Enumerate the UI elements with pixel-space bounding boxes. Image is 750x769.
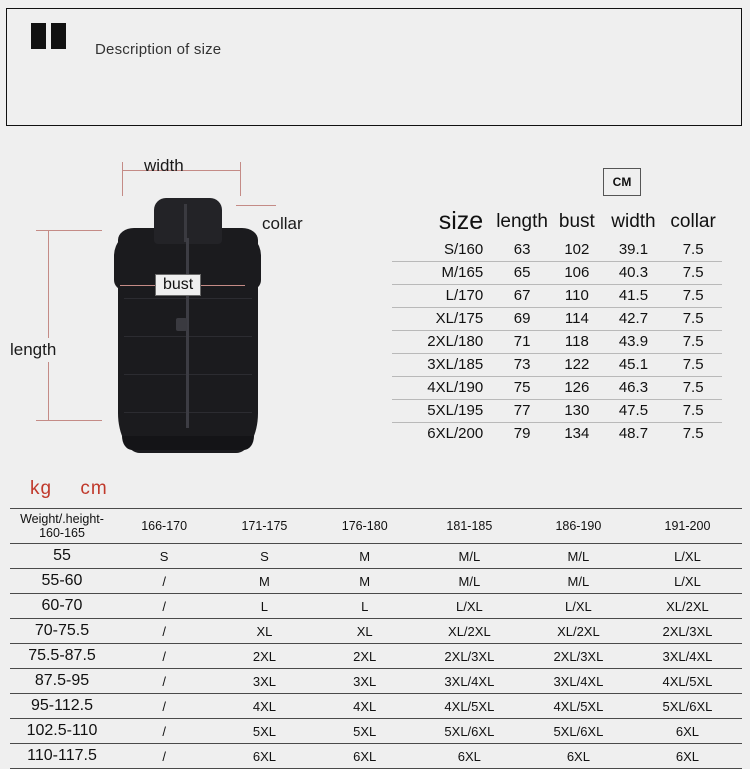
table-row <box>392 331 722 354</box>
cell-bust: 118 <box>564 333 589 350</box>
cell-length: 65 <box>513 264 531 281</box>
cell-bust: 102 <box>564 241 590 258</box>
cell-weight: 60-70 <box>10 594 114 619</box>
cell-size: / <box>114 644 214 669</box>
cell-size: 2XL/3XL <box>415 644 524 669</box>
cell-length: 79 <box>513 425 531 442</box>
unit-badge-cm: CM <box>603 168 641 196</box>
cell-weight: 102.5-110 <box>10 719 114 744</box>
header-166-170: 166-170 <box>114 509 214 544</box>
cell-length: 77 <box>513 402 531 419</box>
cell-size: / <box>114 569 214 594</box>
cell-size: 4XL <box>315 694 415 719</box>
width-tick-left <box>122 162 123 196</box>
cell-size: 2XL/3XL <box>633 619 742 644</box>
cell-collar: 7.5 <box>682 425 704 442</box>
cell-bust: 126 <box>564 379 590 396</box>
length-tick-top <box>36 230 102 231</box>
cell-bust: 130 <box>564 402 590 419</box>
cell-size: 4XL <box>214 694 314 719</box>
header-191-200: 191-200 <box>633 509 742 544</box>
table-row <box>392 239 722 262</box>
collar-label: collar <box>262 214 303 233</box>
cell-size: L <box>214 594 314 619</box>
cell-collar: 7.5 <box>682 333 704 350</box>
cell-size: L/170 <box>445 287 484 304</box>
cell-size: XL/2XL <box>633 594 742 619</box>
cell-length: 75 <box>513 379 531 396</box>
width-tick-right <box>240 162 241 196</box>
cell-size: 6XL <box>633 719 742 744</box>
weight-height-table <box>10 508 742 769</box>
description-header-box <box>6 8 742 126</box>
cell-size: L/XL <box>633 569 742 594</box>
header-collar: collar <box>670 210 716 232</box>
bust-label: bust <box>155 274 201 296</box>
cell-size: L/XL <box>415 594 524 619</box>
cell-collar: 7.5 <box>682 241 704 258</box>
table-row <box>10 544 742 569</box>
cell-weight: 110-117.5 <box>10 744 114 769</box>
cell-size: 4XL/190 <box>427 379 484 396</box>
cell-size: / <box>114 619 214 644</box>
length-label: length <box>6 338 60 362</box>
cell-size: 6XL <box>415 744 524 769</box>
cell-size: 2XL/180 <box>427 333 484 350</box>
cell-size: 3XL/4XL <box>415 669 524 694</box>
table-row <box>392 262 722 285</box>
cell-size: 2XL <box>214 644 314 669</box>
cell-collar: 7.5 <box>682 402 704 419</box>
table-row <box>10 744 742 769</box>
cell-size: 5XL <box>214 719 314 744</box>
cell-size: M/L <box>524 544 633 569</box>
cell-bust: 134 <box>564 425 590 442</box>
table-row <box>10 719 742 744</box>
table-row <box>10 619 742 644</box>
collar-pointer-line <box>236 205 276 206</box>
cell-length: 71 <box>513 333 531 350</box>
unit-kg: kg <box>30 478 53 499</box>
cell-size: 5XL <box>315 719 415 744</box>
cell-size: 5XL/195 <box>427 402 484 419</box>
cell-bust: 110 <box>564 287 589 304</box>
header-length: length <box>496 210 548 232</box>
cell-size: M <box>214 569 314 594</box>
table-row <box>392 354 722 377</box>
cell-size: 6XL/200 <box>427 425 484 442</box>
cell-width: 43.9 <box>618 333 649 350</box>
cell-size: 3XL/185 <box>427 356 484 373</box>
cell-size: XL/175 <box>435 310 484 327</box>
header-186-190: 186-190 <box>524 509 633 544</box>
cell-length: 73 <box>513 356 531 373</box>
table-row <box>10 594 742 619</box>
cell-size: 5XL/6XL <box>415 719 524 744</box>
cell-size: L/XL <box>633 544 742 569</box>
cell-width: 48.7 <box>618 425 649 442</box>
table-row <box>392 400 722 423</box>
page-title: Description of size <box>95 41 222 58</box>
cell-size: 3XL <box>315 669 415 694</box>
cell-bust: 106 <box>564 264 590 281</box>
size-chart-table <box>392 205 722 445</box>
header-181-185: 181-185 <box>415 509 524 544</box>
cell-size: S <box>214 544 314 569</box>
cell-size: 2XL <box>315 644 415 669</box>
cell-size: 3XL <box>214 669 314 694</box>
table-row <box>10 569 742 594</box>
cell-bust: 122 <box>564 356 590 373</box>
vest-power-button <box>176 318 187 331</box>
cell-size: 5XL/6XL <box>633 694 742 719</box>
cell-size: 6XL <box>633 744 742 769</box>
cell-width: 39.1 <box>618 241 649 258</box>
cell-size: 4XL/5XL <box>524 694 633 719</box>
cell-size: M/165 <box>441 264 484 281</box>
cell-size: 6XL <box>315 744 415 769</box>
cell-size: / <box>114 719 214 744</box>
length-tick-bottom <box>36 420 102 421</box>
cell-collar: 7.5 <box>682 310 704 327</box>
cell-weight: 55 <box>10 544 114 569</box>
vest-hem <box>122 436 254 450</box>
cell-weight: 70-75.5 <box>10 619 114 644</box>
cell-length: 63 <box>513 241 531 258</box>
unit-cm: cm <box>80 478 108 499</box>
cell-width: 40.3 <box>618 264 649 281</box>
cell-width: 42.7 <box>618 310 649 327</box>
cell-width: 47.5 <box>618 402 649 419</box>
table-row <box>392 423 722 446</box>
cell-length: 67 <box>513 287 531 304</box>
vest-illustration <box>110 190 265 455</box>
cell-size: M/L <box>524 569 633 594</box>
cell-size: 3XL/4XL <box>524 669 633 694</box>
header-weight-height: Weight/.height-160-165 <box>10 509 114 544</box>
cell-collar: 7.5 <box>682 379 704 396</box>
header-176-180: 176-180 <box>315 509 415 544</box>
cell-width: 46.3 <box>618 379 649 396</box>
width-label: width <box>144 156 184 175</box>
cell-width: 41.5 <box>618 287 649 304</box>
cell-weight: 87.5-95 <box>10 669 114 694</box>
cell-size: M/L <box>415 569 524 594</box>
cell-size: 6XL <box>214 744 314 769</box>
cell-size: 2XL/3XL <box>524 644 633 669</box>
table-header-row <box>10 509 742 544</box>
vest-zipper <box>186 238 189 428</box>
cell-size: 4XL/5XL <box>415 694 524 719</box>
cell-size: XL/2XL <box>415 619 524 644</box>
header-size: size <box>438 207 484 235</box>
cell-width: 45.1 <box>618 356 649 373</box>
cell-size: M <box>315 569 415 594</box>
cell-size: XL <box>315 619 415 644</box>
header-width: width <box>611 210 656 232</box>
cell-collar: 7.5 <box>682 287 704 304</box>
cell-weight: 75.5-87.5 <box>10 644 114 669</box>
table-row <box>392 377 722 400</box>
cell-size: L <box>315 594 415 619</box>
unit-legend <box>30 478 130 500</box>
cell-size: XL <box>214 619 314 644</box>
cell-size: S <box>114 544 214 569</box>
cell-size: 6XL <box>524 744 633 769</box>
cell-collar: 7.5 <box>682 264 704 281</box>
cell-length: 69 <box>513 310 531 327</box>
cell-size: 5XL/6XL <box>524 719 633 744</box>
cell-size: M/L <box>415 544 524 569</box>
cell-size: L/XL <box>524 594 633 619</box>
cell-weight: 95-112.5 <box>10 694 114 719</box>
length-measure-line <box>48 230 49 420</box>
header-171-175: 171-175 <box>214 509 314 544</box>
table-row <box>392 308 722 331</box>
cell-size: M <box>315 544 415 569</box>
cell-size: 4XL/5XL <box>633 669 742 694</box>
cell-size: / <box>114 669 214 694</box>
table-header-row <box>392 205 722 239</box>
quote-icon <box>31 23 69 49</box>
cell-bust: 114 <box>564 310 589 327</box>
header-bust: bust <box>558 210 595 232</box>
cell-size: XL/2XL <box>524 619 633 644</box>
cell-size: / <box>114 594 214 619</box>
cell-weight: 55-60 <box>10 569 114 594</box>
cell-collar: 7.5 <box>682 356 704 373</box>
cell-size: / <box>114 744 214 769</box>
cell-size: / <box>114 694 214 719</box>
cell-size: S/160 <box>443 241 484 258</box>
table-row <box>10 694 742 719</box>
table-row <box>10 669 742 694</box>
cell-size: 3XL/4XL <box>633 644 742 669</box>
table-row <box>392 285 722 308</box>
table-row <box>10 644 742 669</box>
